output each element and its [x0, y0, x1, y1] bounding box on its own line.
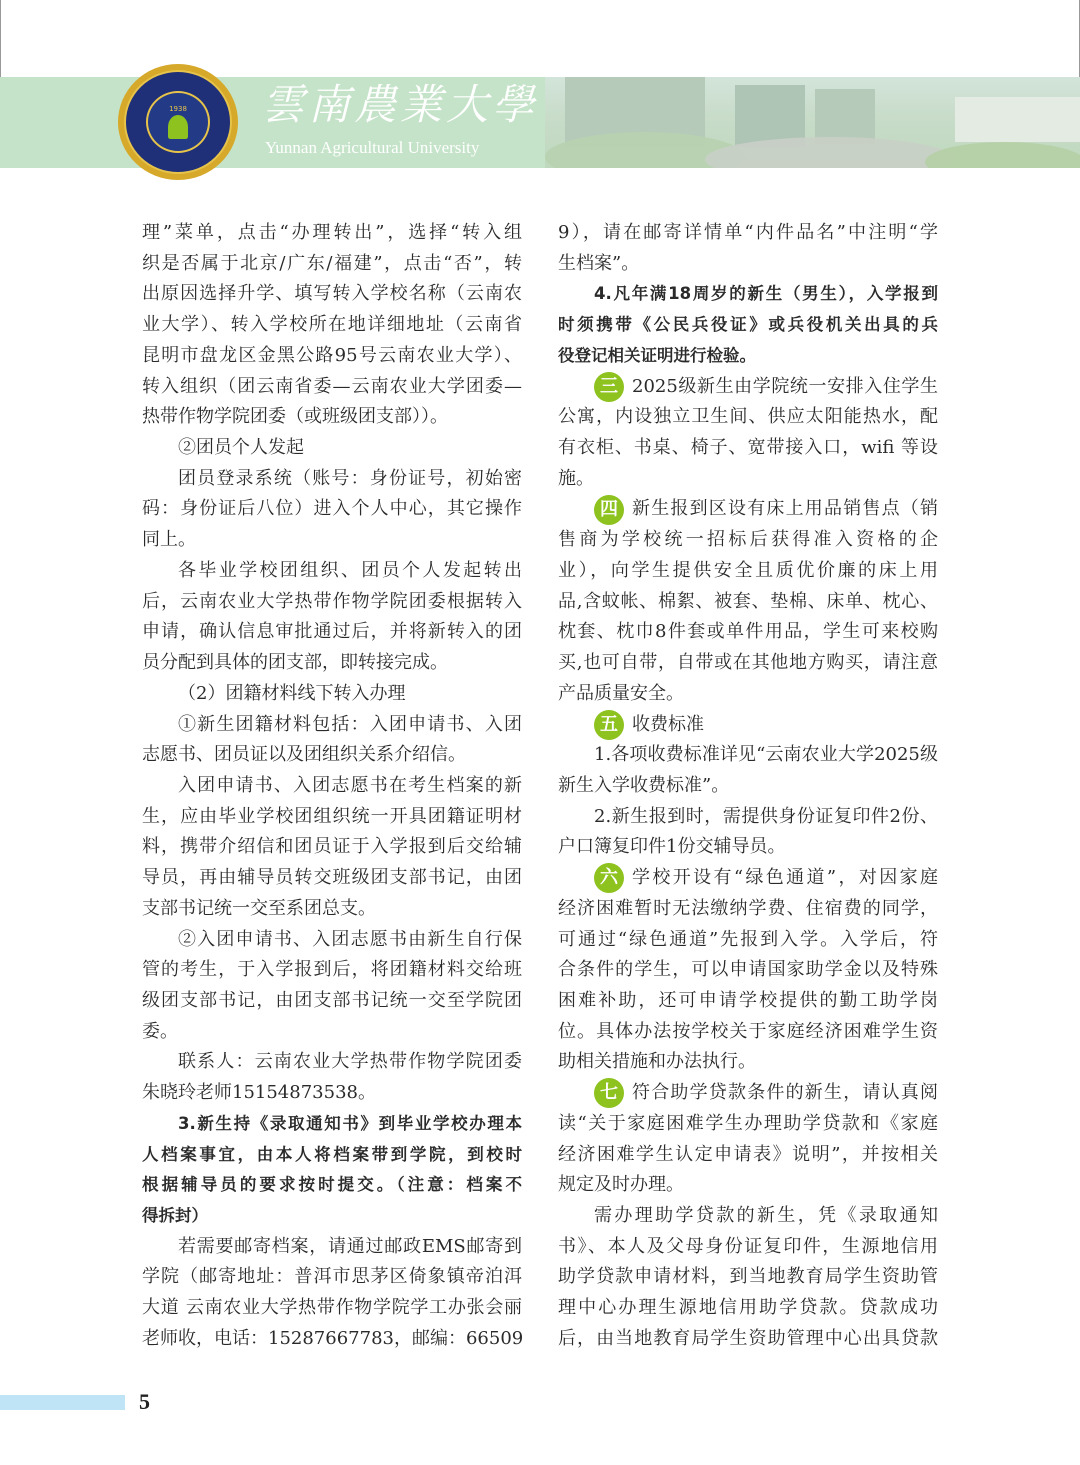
left-text-column: [142, 218, 522, 1355]
text-line: [142, 1262, 522, 1293]
text-line-content: 理中心办理生源地信用助学贷款。贷款成功: [558, 1297, 938, 1319]
text-line-content: 老师收，电话：15287667783，邮编：66509: [142, 1327, 524, 1349]
text-line-content: 料，携带介绍信和团员证于入学报到后交给辅: [142, 836, 522, 858]
text-line-content: 朱晓玲老师15154873538。: [142, 1082, 376, 1104]
text-line: [558, 986, 938, 1017]
text-line-content: 1.各项收费标准详见“云南农业大学2025级: [594, 744, 938, 766]
text-line-content: 若需要邮寄档案，请通过邮政EMS邮寄到: [178, 1235, 522, 1257]
text-line-content: 业大学）、转入学校所在地详细地址（云南省: [142, 314, 522, 336]
text-line: [142, 894, 522, 925]
text-line-content: 新生入学收费标准”。: [558, 774, 730, 796]
text-line-content: 学校开设有“绿色通道”，对因家庭: [632, 867, 938, 889]
section-heading-line: [558, 1078, 938, 1109]
text-line-content: 时须携带《公民兵役证》或兵役机关出具的兵: [558, 315, 938, 335]
text-line: [142, 464, 522, 495]
text-line: [558, 925, 938, 956]
text-line-content: 合条件的学生，可以申请国家助学金以及特殊: [558, 959, 938, 981]
text-line: [142, 372, 522, 403]
text-line: [142, 1078, 522, 1109]
university-name-en: Yunnan Agricultural University: [265, 138, 480, 157]
text-line: [142, 310, 522, 341]
text-line: [142, 740, 522, 771]
text-line: [558, 832, 938, 863]
section-number-badge-icon: 六: [594, 863, 624, 893]
text-line-content: 施。: [558, 467, 594, 489]
university-name-cn: 雲南農業大學: [262, 80, 539, 129]
text-line-content: 困难补助，还可申请学校提供的勤工助学岗: [558, 989, 938, 1011]
text-line: [558, 740, 938, 771]
text-line-content: 收费标准: [632, 713, 704, 735]
text-line: [558, 556, 938, 587]
text-line: [558, 1293, 938, 1324]
text-line: [142, 1109, 522, 1140]
footer-accent-bar: [0, 1395, 125, 1410]
text-line-content: 委。: [142, 1020, 178, 1042]
text-line: [558, 402, 938, 433]
text-line-content: 大道 云南农业大学热带作物学院学工办张会丽: [142, 1297, 522, 1319]
text-line: [142, 218, 522, 249]
section-heading-line: [558, 372, 938, 403]
text-line-content: 生，应由毕业学校团组织统一开具团籍证明材: [142, 805, 522, 827]
text-line: [558, 771, 938, 802]
text-line: [558, 679, 938, 710]
text-line: [558, 1017, 938, 1048]
section-number-badge-icon: 四: [594, 495, 624, 525]
text-line-content: 买,也可自带，自带或在其他地方购买，请注意: [558, 652, 938, 674]
text-line: [558, 1170, 938, 1201]
text-line: [558, 1324, 938, 1355]
text-line-content: 可通过“绿色通道”先报到入学。入学后，符: [558, 928, 938, 950]
text-line: [142, 955, 522, 986]
text-line: [142, 832, 522, 863]
text-line: [142, 1232, 522, 1263]
text-line: [142, 433, 522, 464]
text-line-content: ①新生团籍材料包括：入团申请书、入团: [178, 713, 522, 735]
text-line: [558, 525, 938, 556]
text-line: [142, 249, 522, 280]
section-heading-line: [558, 710, 938, 741]
text-line: [558, 617, 938, 648]
text-line: [142, 679, 522, 710]
text-line: [142, 925, 522, 956]
text-line-content: 助学贷款申请材料，到当地教育局学生资助管: [558, 1266, 938, 1288]
text-line-content: 经济困难学生认定申请表》说明”，并按相关: [558, 1143, 938, 1165]
text-line: [558, 1262, 938, 1293]
text-line-content: 读“关于家庭困难学生办理助学贷款和《家庭: [558, 1112, 938, 1134]
text-line-content: 热带作物学院团委（或班级团支部））。: [142, 406, 448, 428]
text-line-content: 4.凡年满18周岁的新生（男生），入学报到: [594, 284, 938, 304]
page-edge-left: [0, 0, 1, 78]
text-line: [142, 986, 522, 1017]
right-text-column: [558, 218, 938, 1355]
text-line-content: 得拆封）: [142, 1206, 208, 1225]
text-line: [558, 1201, 938, 1232]
text-line: [558, 433, 938, 464]
text-line: [558, 1109, 938, 1140]
text-line: [558, 1140, 938, 1171]
text-line: [142, 1293, 522, 1324]
text-line-content: 有衣柜、书桌、椅子、宽带接入口，wifi 等设: [558, 437, 938, 459]
text-line-content: ②入团申请书、入团志愿书由新生自行保: [178, 928, 522, 950]
text-line-content: 码：身份证后八位）进入个人中心，其它操作: [142, 498, 522, 520]
text-line: [558, 894, 938, 925]
text-line: [142, 402, 522, 433]
text-line-content: 生档案”。: [558, 252, 640, 274]
text-line: [142, 710, 522, 741]
campus-photo: [545, 77, 1080, 168]
text-line: [558, 648, 938, 679]
text-line: [558, 802, 938, 833]
text-line-content: 理”菜单，点击“办理转出”，选择“转入组: [142, 222, 522, 243]
text-line: [558, 955, 938, 986]
text-line-content: 3.新生持《录取通知书》到毕业学校办理本: [178, 1113, 522, 1133]
text-line: [142, 1140, 522, 1171]
text-line-content: 需办理助学贷款的新生，凭《录取通知: [594, 1205, 938, 1226]
text-line: [142, 1201, 522, 1232]
text-line-content: 后，云南农业大学热带作物学院团委根据转入: [142, 590, 522, 612]
university-seal-logo: [118, 64, 238, 180]
text-line-content: 役登记相关证明进行检验。: [558, 345, 756, 365]
text-line: [142, 494, 522, 525]
text-line-content: 同上。: [142, 529, 196, 551]
text-line: [558, 1232, 938, 1263]
text-line-content: 管的考生，于入学报到后，将团籍材料交给班: [142, 959, 522, 981]
text-line: [142, 556, 522, 587]
text-line: [558, 218, 938, 249]
text-line-content: 支部书记统一交至系团总支。: [142, 897, 376, 919]
text-line-content: 级团支部书记，由团支部书记统一交至学院团: [142, 989, 522, 1011]
text-line: [558, 464, 938, 495]
text-line-content: 后，由当地教育局学生资助管理中心出具贷款: [558, 1327, 938, 1349]
text-line-content: （2）团籍材料线下转入办理: [178, 682, 406, 704]
text-line: [558, 587, 938, 618]
text-line-content: 员分配到具体的团支部，即转接完成。: [142, 652, 448, 674]
text-line-content: 转入组织（团云南省委—云南农业大学团委—: [142, 375, 522, 397]
text-line-content: 书》、本人及父母身份证复印件，生源地信用: [558, 1235, 938, 1257]
section-number-badge-icon: 三: [594, 372, 624, 402]
logo-year: 1938: [169, 105, 187, 113]
text-line-content: 昆明市盘龙区金黑公路95号云南农业大学）、: [142, 344, 522, 366]
text-line: [142, 648, 522, 679]
text-line: [558, 249, 938, 280]
text-line: [142, 1017, 522, 1048]
text-line: [142, 1047, 522, 1078]
text-line: [558, 279, 938, 310]
text-line-content: 助相关措施和办法执行。: [558, 1051, 756, 1073]
text-line-content: 学院（邮寄地址：普洱市思茅区倚象镇帝泊洱: [142, 1266, 522, 1288]
text-line-content: ②团员个人发起: [178, 437, 304, 459]
text-line: [142, 771, 522, 802]
text-line-content: 售商为学校统一招标后获得准入资格的企: [558, 529, 938, 551]
text-line-content: 团员登录系统（账号：身份证号，初始密: [178, 467, 522, 489]
text-line-content: 符合助学贷款条件的新生，请认真阅: [632, 1082, 938, 1104]
text-line-content: 申请，确认信息审批通过后，并将新转入的团: [142, 621, 522, 643]
text-line: [142, 341, 522, 372]
text-line-content: 9），请在邮寄详情单“内件品名”中注明“学: [558, 222, 938, 243]
text-line: [558, 310, 938, 341]
text-line-content: 2.新生报到时，需提供身份证复印件2份、: [594, 805, 938, 827]
text-line: [558, 341, 938, 372]
section-heading-line: [558, 863, 938, 894]
text-line-content: 位。具体办法按学校关于家庭经济困难学生资: [558, 1020, 938, 1042]
text-line-content: 公寓，内设独立卫生间、供应太阳能热水，配: [558, 406, 938, 428]
text-line: [142, 1170, 522, 1201]
section-number-badge-icon: 七: [594, 1078, 624, 1108]
text-line-content: 志愿书、团员证以及团组织关系介绍信。: [142, 744, 466, 766]
text-line: [142, 279, 522, 310]
text-line: [142, 863, 522, 894]
text-line: [558, 1047, 938, 1078]
text-line-content: 联系人：云南农业大学热带作物学院团委: [178, 1051, 522, 1073]
text-line-content: 户口簿复印件1份交辅导员。: [558, 836, 786, 858]
text-line-content: 经济困难暂时无法缴纳学费、住宿费的同学，: [558, 897, 938, 919]
text-line: [142, 587, 522, 618]
text-line-content: 导员，再由辅导员转交班级团支部书记，由团: [142, 867, 522, 889]
text-line-content: 根据辅导员的要求按时提交。（注意：档案不: [142, 1175, 522, 1195]
tree-emblem-icon: [168, 115, 188, 139]
text-line: [142, 802, 522, 833]
text-line-content: 2025级新生由学院统一安排入住学生: [632, 375, 938, 397]
text-line-content: 新生报到区设有床上用品销售点（销: [632, 498, 938, 520]
text-line: [142, 525, 522, 556]
text-line: [142, 1324, 522, 1355]
text-line-content: 产品质量安全。: [558, 682, 684, 704]
section-heading-line: [558, 494, 938, 525]
text-line-content: 规定及时办理。: [558, 1174, 684, 1196]
text-line-content: 入团申请书、入团志愿书在考生档案的新: [178, 774, 522, 796]
text-line-content: 织是否属于北京/广东/福建”，点击“否”，转: [142, 252, 522, 274]
text-line-content: 枕套、枕巾8件套或单件用品，学生可来校购: [558, 621, 938, 643]
text-line-content: 业），向学生提供安全且质优价廉的床上用: [558, 559, 938, 581]
page-number: 5: [139, 1389, 150, 1414]
text-line-content: 出原因选择升学、填写转入学校名称（云南农: [142, 283, 522, 305]
text-line-content: 人档案事宜，由本人将档案带到学院，到校时: [142, 1144, 522, 1164]
text-line-content: 品,含蚊帐、棉絮、被套、垫棉、床单、枕心、: [558, 590, 938, 612]
text-line-content: 各毕业学校团组织、团员个人发起转出: [178, 559, 522, 581]
section-number-badge-icon: 五: [594, 710, 624, 740]
text-line: [142, 617, 522, 648]
